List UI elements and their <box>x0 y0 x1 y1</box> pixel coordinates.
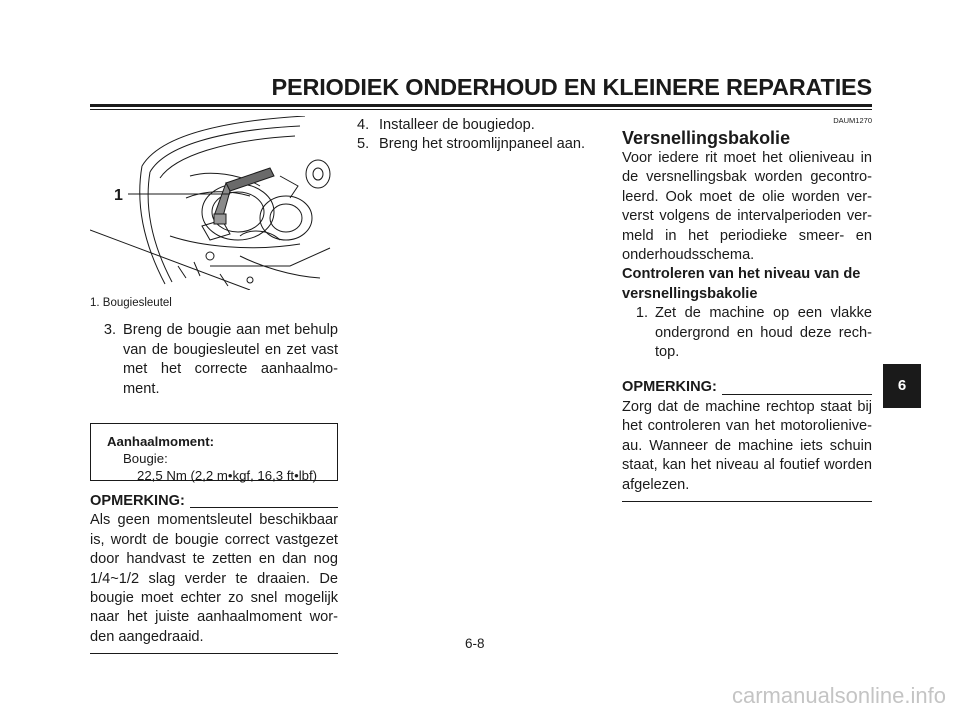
note-heading <box>90 492 338 511</box>
note-end-rule <box>622 495 872 502</box>
torque-item: Bougie: <box>123 451 168 467</box>
intro-paragraph: Voor iedere rit moet het olieniveau in de versnellingsbak worden gecontroleerd. Ook moet de olie worden ververst volgens de intervalperioden vermeld in het periodieke smeer- en onderhoudsschema. <box>622 150 872 264</box>
page-header <box>90 74 872 110</box>
section-title: Versnellingsbakolie <box>622 128 791 148</box>
section-tab: 6 <box>883 364 921 408</box>
note-end-rule <box>90 647 338 654</box>
step-text: Breng de bougie aan met behulp van de bougiesleutel en zet vast met het correcte aanhaalmoment. <box>123 322 338 397</box>
note-heading <box>622 378 872 397</box>
header-title: PERIODIEK ONDERHOUD EN KLEINERE REPARATIES <box>271 74 872 100</box>
note-label: OPMERKING: <box>622 379 717 396</box>
spark-plug-wrench-illustration <box>90 116 338 290</box>
torque-value: 22,5 Nm (2,2 m•kgf, 16,3 ft•lbf) <box>137 468 318 484</box>
note-rule <box>190 507 338 508</box>
torque-title: Aanhaalmoment: <box>107 434 214 450</box>
page-number: 6-8 <box>465 636 485 651</box>
note-rule <box>722 394 872 395</box>
subheading: Controleren van het niveau van de versnellingsbakolie <box>622 266 861 302</box>
step-text: Installeer de bougiedop. <box>379 117 535 133</box>
torque-spec-box <box>90 423 338 484</box>
document-code: DAUM1270 <box>833 116 872 125</box>
watermark: carmanualsonline.info <box>731 683 946 708</box>
step-number: 3. <box>103 322 116 339</box>
step-3 <box>90 321 338 399</box>
column-middle <box>357 116 605 155</box>
step-5 <box>357 135 605 154</box>
note-label: OPMERKING: <box>90 493 185 510</box>
header-rule-thick <box>90 104 872 107</box>
header-rule-thin <box>90 109 872 110</box>
step-number: 1. <box>635 305 648 322</box>
step-4 <box>357 116 605 135</box>
callout-number: 1 <box>114 187 123 204</box>
note-text: Zorg dat de machine rechtop staat bij het controleren van het motorolieniveau. Wanneer de machine iets schuin staat, kan het niveau al foutief worden afgelezen. <box>622 398 872 493</box>
step-text: Breng het stroomlijnpaneel aan. <box>379 136 586 153</box>
step-text: Zet de machine op een vlakke ondergrond en houd deze rechtop. <box>655 305 872 361</box>
column-left <box>90 116 338 654</box>
step-1 <box>622 304 872 362</box>
step-number: 4. <box>357 117 370 133</box>
column-right <box>622 116 872 502</box>
engine-illustration <box>90 116 338 290</box>
figure-caption: 1. Bougiesleutel <box>90 297 172 309</box>
note-text: Als geen momentsleutel beschikbaar is, wordt de bougie correct vastgezet door handvast te zetten en dan nog 1/4~1/2 slag verder te draaien. De bougie moet echter zo snel mogelijk naar het juiste aanhaalmoment worden aangedraaid. <box>90 512 338 645</box>
step-number: 5. <box>357 136 370 153</box>
